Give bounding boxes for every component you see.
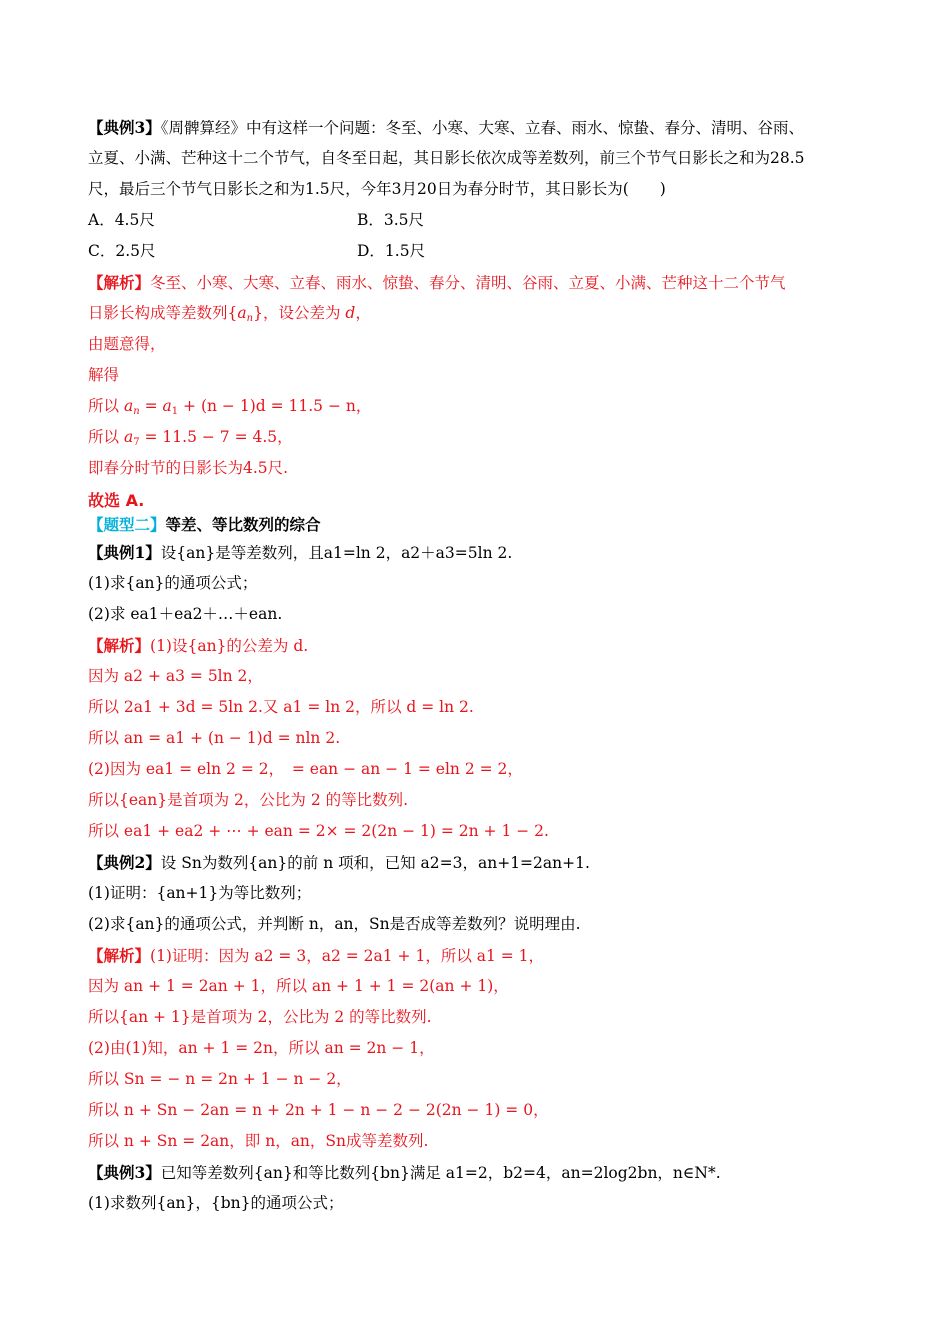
example-3a-line-1: 【典例3】《周髀算经》中有这样一个问题：冬至、小寒、大寒、立春、雨水、惊蛰、春分、清明、谷雨、 [88,118,805,137]
option-row-ab [88,205,878,236]
document-page [88,112,878,1219]
solution-2-line-4: (2)由(1)知，an + 1 = 2n，所以 an = 2n − 1， [88,1039,435,1057]
example-3a-line-3: 尺，最后三个节气日影长之和为1.5尺，今年3月20日为春分时节，其日影长为( ) [88,180,666,198]
solution-2-line-6: 所以 n + Sn − 2an = n + 2n + 1 − n − 2 − 2(2n − 1) = 0， [88,1101,549,1119]
solution-1-line-1: 【解析】(1)设{an}的公差为 d. [88,636,309,655]
solution-2-line-7: 所以 n + Sn = 2an，即 n，an，Sn成等差数列. [88,1132,429,1150]
example-2-question: 【典例2】设 Sn为数列{an}的前 n 项和，已知 a2=3，an+1=2an+1. [88,853,590,872]
section-heading: 【题型二】等差、等比数列的综合 [88,515,321,534]
solution-1-line-3: 所以 2a1 + 3d = 5ln 2.又 a1 = ln 2，所以 d = ln 2. [88,698,474,716]
solution-3a-line-5: 所以 $a_n = a_1 + (n - 1)d = 11.5 - n$， [88,397,372,417]
answer-line: 故选 A. [88,491,145,510]
example-3a-line-2: 立夏、小满、芒种这十二个节气，自冬至日起，其日影长依次成等差数列，前三个节气日影长之和为28.5 [88,149,805,167]
option-d: D．1.5尺 [357,242,426,260]
example-1-part-2: (2)求 ea1＋ea2＋…＋ean. [88,605,283,623]
solution-3a-line-2: 日影长构成等差数列$\{a_n\}$，设公差为 d， [88,304,371,324]
option-a: A．4.5尺 [88,211,155,229]
solution-1-line-4: 所以 an = a1 + (n − 1)d = nln 2. [88,729,341,747]
solution-1-line-5: (2)因为 ea1 = eln 2 = 2， = ean − an − 1 = eln 2 = 2， [88,760,523,778]
solution-3a-line-7: 即春分时节的日影长为4.5尺. [88,459,289,477]
example-1-part-1: (1)求{an}的通项公式； [88,574,258,592]
solution-2-line-3: 所以{an + 1}是首项为 2，公比为 2 的等比数列. [88,1008,432,1026]
solution-2-line-2: 因为 an + 1 = 2an + 1，所以 an + 1 + 1 = 2(an + 1)， [88,977,509,995]
solution-1-line-7: 所以 ea1 + ea2 + ⋯ + ean = 2× = 2(2n − 1) = 2n + 1 − 2. [88,822,549,840]
example-3b-part-1: (1)求数列{an}，{bn}的通项公式； [88,1194,344,1212]
solution-3a-line-6: 所以 $a_7 = 11.5 - 7 = 4.5$， [88,428,293,448]
solution-2-line-1: 【解析】(1)证明：因为 a2 = 3，a2 = 2a1 + 1，所以 a1 = 1， [88,946,545,965]
solution-3a-line-4: 解得 [88,366,120,384]
example-2-part-2: (2)求{an}的通项公式，并判断 n，an，Sn是否成等差数列？说明理由. [88,915,581,933]
example-3b-question: 【典例3】已知等差数列{an}和等比数列{bn}满足 a1=2，b2=4，an=2log2bn，n∈N*. [88,1163,721,1182]
solution-1-line-6: 所以{ean}是首项为 2，公比为 2 的等比数列. [88,791,409,809]
solution-2-line-5: 所以 Sn = − n = 2n + 1 − n − 2， [88,1070,352,1088]
solution-3a-line-3: 由题意得， [88,335,166,353]
example-1-question: 【典例1】设{an}是等差数列，且a1=ln 2，a2＋a3=5ln 2. [88,543,513,562]
example-2-part-1: (1)证明：{an+1}为等比数列； [88,884,312,902]
solution-1-line-2: 因为 a2 + a3 = 5ln 2， [88,667,263,685]
option-row-cd [88,236,878,267]
option-b: B．3.5尺 [357,211,425,229]
option-c: C．2.5尺 [88,242,156,260]
solution-3a-line-1: 【解析】冬至、小寒、大寒、立春、雨水、惊蛰、春分、清明、谷雨、立夏、小满、芒种这十二个节气 [88,273,786,292]
